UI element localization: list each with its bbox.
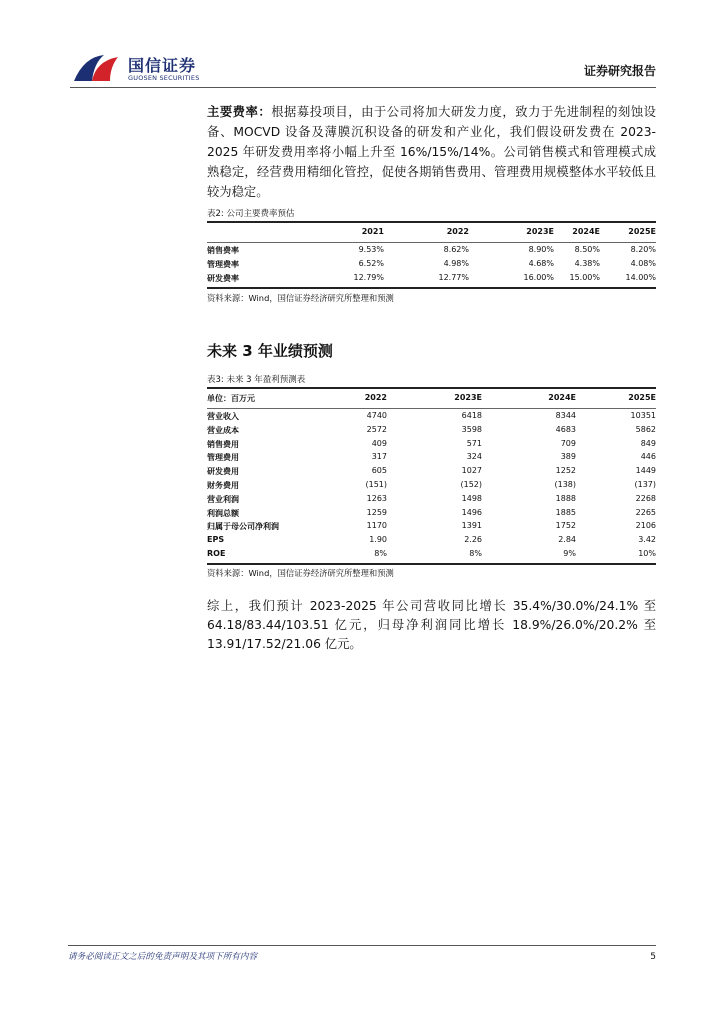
table3-row-label: 营业收入 — [207, 412, 239, 421]
table2-source: 资料来源：Wind，国信证券经济研究所整理和预测 — [207, 293, 394, 303]
table2-header-cell: 2021 — [361, 227, 384, 236]
table3-header-cell: 2024E — [548, 393, 576, 402]
table3-unit-label: 单位：百万元 — [207, 394, 255, 403]
table2-cell: 4.98% — [443, 259, 469, 268]
table2-cell: 12.79% — [353, 273, 384, 282]
table3-source: 资料来源：Wind，国信证券经济研究所整理和预测 — [207, 568, 394, 578]
table2-cell: 12.77% — [438, 273, 469, 282]
table3-cell: 317 — [371, 452, 387, 462]
table3-row-label: ROE — [207, 549, 226, 558]
table3-cell: 389 — [560, 452, 576, 462]
table2-cell: 14.00% — [625, 273, 656, 282]
table3-cell: 1.90 — [369, 535, 387, 545]
table2-header-cell: 2024E — [572, 227, 600, 236]
table3-cell: 9% — [563, 549, 576, 558]
table3-cell: 1027 — [461, 466, 482, 476]
table3-title: 表3: 未来 3 年盈利预测表 — [207, 375, 306, 385]
table2-row — [207, 273, 656, 286]
table2-header-row — [207, 227, 656, 240]
table3-cell: 8% — [374, 549, 387, 558]
table3-row-label: 营业成本 — [207, 425, 239, 435]
paragraph-text: 根据募投项目，由于公司将加大研发力度，致力于先进制程的刻蚀设备、MOCVD 设备及薄膜沉积设备的研发和产业化，我们假设研发费在 2023-2025 年研发费用率将小幅上升至 16%/15%/14%。公司销售模式和管理模式成熟稳定，经营费用精细化管控，促使各期销售费用、管理费用规模整体水平较低且较为稳定。 — [207, 105, 656, 199]
table3-row — [207, 452, 656, 466]
table3-bottom-rule — [207, 563, 656, 565]
table2-header-cell: 2023E — [526, 227, 554, 236]
table3-cell: 8% — [469, 549, 482, 558]
page-header — [0, 0, 724, 92]
table3-cell: 10351 — [630, 411, 656, 420]
paragraph-lead: 主要费率： — [207, 105, 272, 119]
table2-header-cell: 2025E — [628, 227, 656, 236]
table3-cell: 1888 — [555, 493, 576, 503]
table3-cell: 4740 — [366, 411, 387, 420]
table2-bottom-rule — [207, 287, 656, 289]
table2-row-label: 研发费率 — [207, 274, 239, 283]
table2-row — [207, 245, 656, 258]
table3-row — [207, 508, 656, 522]
table3-row — [207, 494, 656, 508]
table2-cell: 4.68% — [528, 259, 554, 268]
table3-cell: 10% — [638, 549, 656, 558]
table3-row — [207, 411, 656, 425]
section-title: 未来 3 年业绩预测 — [207, 342, 333, 360]
guosen-logo-icon — [70, 51, 126, 85]
table3-cell: (138) — [554, 480, 576, 489]
table3-cell: 2572 — [366, 424, 387, 434]
footer-divider — [68, 945, 656, 946]
table3-header-cell: 2025E — [628, 393, 656, 402]
table2-row-label: 销售费率 — [207, 246, 239, 255]
table2-header-cell: 2022 — [446, 227, 469, 236]
table3-row — [207, 480, 656, 494]
header-divider — [70, 87, 656, 88]
table2-cell: 4.38% — [574, 259, 600, 268]
table3-row-label: 研发费用 — [207, 467, 239, 477]
table3-cell: 324 — [466, 452, 482, 462]
report-type-label: 证券研究报告 — [583, 64, 656, 78]
table3-cell: 2106 — [635, 521, 656, 531]
table2-cell: 15.00% — [569, 273, 600, 282]
table3-cell: 2.26 — [464, 535, 482, 545]
table3-cell: 849 — [640, 438, 656, 448]
table3-cell: 3598 — [461, 424, 482, 434]
table3-cell: 4683 — [555, 424, 576, 434]
table2-cell: 8.90% — [528, 245, 554, 254]
table3-cell: 571 — [466, 438, 482, 448]
table3-cell: 2265 — [635, 507, 656, 517]
table3-cell: 409 — [371, 438, 387, 448]
table3-cell: 1263 — [366, 493, 387, 503]
table2-row-label: 管理费率 — [207, 260, 239, 269]
table3-row-label: EPS — [207, 535, 225, 545]
table2-cell: 8.62% — [443, 245, 469, 254]
table3-row-label: 利润总额 — [207, 508, 239, 518]
table3-row-label: 财务费用 — [207, 481, 239, 490]
table2-cell: 8.50% — [574, 245, 600, 254]
table3-row — [207, 466, 656, 480]
table3-header-cell: 2023E — [454, 393, 482, 402]
table3-cell: 1885 — [555, 507, 576, 517]
table3-cell: 1391 — [461, 521, 482, 531]
table3-cell: 1252 — [555, 466, 576, 476]
table3-row — [207, 521, 656, 535]
table3-cell: 5862 — [635, 424, 656, 434]
table3-top-rule — [207, 387, 656, 389]
table2-cell: 4.08% — [630, 259, 656, 268]
table3-cell: (152) — [460, 480, 482, 489]
table3-row-label: 营业利润 — [207, 494, 239, 504]
table3-header-cell: 2022 — [364, 393, 387, 402]
table2-top-rule — [207, 221, 656, 223]
table3-cell: 1498 — [461, 493, 482, 503]
table3-header-rule — [207, 408, 656, 409]
table2-cell: 8.20% — [630, 245, 656, 254]
table3-cell: 1170 — [366, 521, 387, 531]
table2-header-rule — [207, 242, 656, 243]
fee-rate-paragraph — [207, 102, 656, 202]
table3-row-label: 归属于母公司净利润 — [207, 522, 279, 532]
table3-cell: 2268 — [635, 493, 656, 503]
table3-cell: (137) — [634, 480, 656, 489]
table3-row — [207, 439, 656, 453]
table3-cell: 1449 — [635, 466, 656, 476]
table3-header-row — [207, 393, 656, 407]
table3-cell: 709 — [560, 438, 576, 448]
table3-cell: 2.84 — [558, 535, 576, 545]
table2-cell: 6.52% — [358, 259, 384, 268]
table2-cell: 16.00% — [523, 273, 554, 282]
table3-row-label: 管理费用 — [207, 453, 239, 463]
table3-cell: 1259 — [366, 507, 387, 517]
table3-cell: (151) — [365, 480, 387, 489]
table3-row — [207, 535, 656, 549]
table2-title: 表2: 公司主要费率预估 — [207, 209, 295, 219]
table3-cell: 1752 — [555, 521, 576, 531]
table3-row — [207, 425, 656, 439]
table3-cell: 8344 — [555, 411, 576, 420]
table3-cell: 1496 — [461, 507, 482, 517]
table3-row-label: 销售费用 — [207, 439, 239, 449]
table3-cell: 446 — [640, 452, 656, 462]
table2-row — [207, 259, 656, 272]
brand-name-en: GUOSEN SECURITIES — [128, 74, 200, 82]
table3-cell: 6418 — [461, 411, 482, 420]
table3-cell: 605 — [371, 466, 387, 476]
table3-cell: 3.42 — [638, 535, 656, 545]
disclaimer-text: 请务必阅读正文之后的免责声明及其项下所有内容 — [68, 952, 258, 962]
summary-paragraph: 综上，我们预计 2023-2025 年公司营收同比增长 35.4%/30.0%/24.1% 至 64.18/83.44/103.51 亿元，归母净利润同比增长 18.9%/26.0%/20.2% 至 13.91/17.52/21.06 亿元。 — [207, 599, 656, 651]
brand-name-cn: 国信证券 — [128, 56, 197, 75]
table2-cell: 9.53% — [358, 245, 384, 254]
page-number: 5 — [650, 952, 656, 962]
table3-row — [207, 549, 656, 563]
